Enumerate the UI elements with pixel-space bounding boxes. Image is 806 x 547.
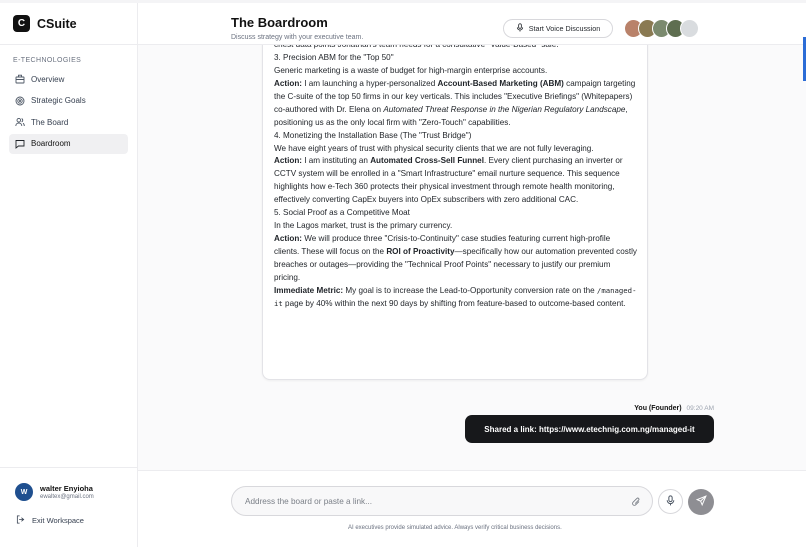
mic-icon (666, 493, 675, 511)
message-paragraph: In the Lagos market, trust is the primary currency. (274, 221, 453, 231)
target-icon (14, 95, 26, 107)
brand[interactable] (0, 3, 137, 45)
send-button[interactable] (688, 489, 714, 515)
disclaimer-text: AI executives provide simulated advice. Always verify critical business decisions. (348, 525, 562, 531)
sidebar-footer (0, 467, 137, 547)
message-paragraph: Generic marketing is a waste of budget for high-margin enterprise accounts. (274, 65, 548, 75)
message-paragraph: We have eight years of trust with physical security clients that we are not fully leveraging. (274, 143, 594, 153)
executive-avatar[interactable] (680, 19, 699, 38)
start-voice-discussion-button[interactable] (503, 19, 613, 38)
message-paragraph: Immediate Metric: My goal is to increase the Lead-to-Opportunity conversion rate on the /managed-it page by 40% within the next 90 days by shifting from feature-based to outcome-based content. (274, 285, 637, 308)
mic-icon (516, 23, 524, 34)
page-subtitle: Discuss strategy with your executive team. (231, 34, 364, 41)
sidebar (0, 3, 138, 547)
chat-icon (14, 138, 26, 150)
exit-workspace-label: Exit Workspace (32, 516, 84, 525)
chat-thread[interactable] (138, 45, 806, 470)
board-avatars[interactable] (624, 19, 699, 38)
sidebar-nav (0, 69, 137, 154)
building-icon (14, 73, 26, 85)
page-header (138, 3, 806, 45)
message-paragraph: Action: We will produce three "Crisis-to-Continuity" case studies featuring current high-profile clients. These will focus on the ROI of Proactivity—specifically how our automation prevented costly breaches or outages—providing the "Technical Proof Points" necessary to justify our premium pricing. (274, 234, 637, 282)
main-panel (138, 3, 806, 547)
message-paragraph: Action: I am launching a hyper-personalized Account-Based Marketing (ABM) campaign targeting the C-suite of the top 50 firms in our key verticals. This includes "Executive Briefings" (Whitepapers) co-authored with Dr. Elena on Automated Threat Response in the Nigerian Regulatory Landscape, positioning us as the only local firm with "Zero-Touch" capabilities. (274, 78, 636, 127)
sidebar-item-overview[interactable] (9, 69, 128, 89)
message-meta (634, 405, 714, 412)
brand-logo: C (13, 15, 30, 32)
sidebar-item-label: The Board (31, 117, 69, 127)
user-profile[interactable] (0, 468, 137, 501)
executive-message (262, 33, 648, 380)
message-paragraph: Action: I am instituting an Automated Cross-Sell Funnel. Every client purchasing an inverter or CCTV system will be enrolled in a "Smart Infrastructure" email nurture sequence. This sequence highlights how e-Tech 360 protects their physical investment through remote health monitoring, effectively converting CapEx buyers into OpEx subscribers with zero additional CAC. (274, 156, 623, 205)
message-author: You (Founder) (634, 405, 682, 412)
user-message[interactable] (465, 415, 714, 443)
sidebar-item-the-board[interactable] (9, 112, 128, 132)
sidebar-item-strategic-goals[interactable] (9, 91, 128, 111)
voice-input-button[interactable] (658, 489, 683, 514)
message-paragraph: 4. Monetizing the Installation Base (The "Trust Bridge") (274, 130, 472, 140)
users-icon (14, 116, 26, 128)
user-message-text: Shared a link: https://www.etechnig.com.ng/managed-it (484, 424, 695, 434)
user-name: walter Enyioha (40, 484, 93, 493)
sidebar-item-label: Overview (31, 74, 65, 84)
app-window (0, 3, 806, 547)
send-icon (696, 493, 707, 511)
sidebar-item-label: Boardroom (31, 139, 71, 149)
paperclip-icon[interactable] (631, 495, 642, 513)
sidebar-item-label: Strategic Goals (31, 96, 86, 106)
page-title: The Boardroom (231, 15, 328, 30)
user-email: ewaltex@gmail.com (40, 494, 94, 500)
message-paragraph: 5. Social Proof as a Competitive Moat (274, 208, 410, 218)
composer-area (138, 470, 806, 547)
brand-name: CSuite (37, 16, 77, 31)
message-composer (231, 486, 653, 516)
logout-icon (16, 515, 25, 526)
sidebar-item-boardroom[interactable] (9, 134, 128, 154)
exit-workspace-button[interactable] (0, 501, 137, 526)
message-paragraph: 3. Precision ABM for the "Top 50" (274, 52, 394, 62)
avatar: W (15, 483, 33, 501)
voice-button-label: Start Voice Discussion (528, 24, 601, 33)
workspace-label: E-TECHNOLOGIES (13, 57, 82, 64)
message-time: 09:20 AM (686, 405, 714, 412)
message-input[interactable] (245, 494, 615, 509)
